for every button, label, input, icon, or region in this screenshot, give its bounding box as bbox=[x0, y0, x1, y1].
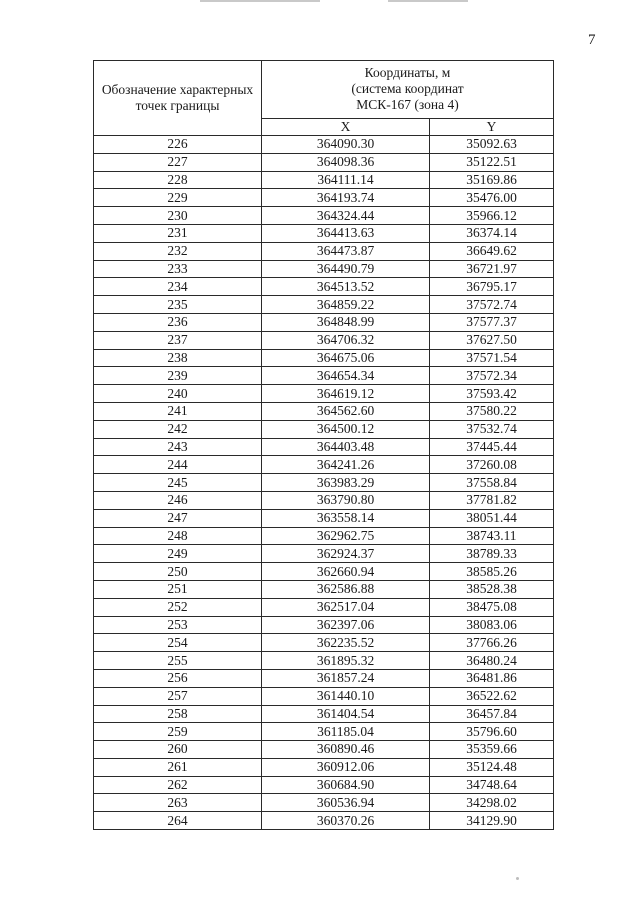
cell-point: 257 bbox=[94, 687, 262, 705]
cell-point: 232 bbox=[94, 242, 262, 260]
cell-y: 38743.11 bbox=[430, 527, 554, 545]
table-row bbox=[94, 509, 554, 527]
cell-point: 247 bbox=[94, 509, 262, 527]
table-row bbox=[94, 563, 554, 581]
cell-point: 249 bbox=[94, 545, 262, 563]
cell-point: 253 bbox=[94, 616, 262, 634]
cell-point: 239 bbox=[94, 367, 262, 385]
table-row bbox=[94, 349, 554, 367]
cell-y: 35124.48 bbox=[430, 758, 554, 776]
cell-point: 241 bbox=[94, 402, 262, 420]
cell-point: 227 bbox=[94, 153, 262, 171]
table-row bbox=[94, 242, 554, 260]
cell-x: 364090.30 bbox=[262, 136, 430, 154]
cell-x: 363983.29 bbox=[262, 474, 430, 492]
cell-y: 36795.17 bbox=[430, 278, 554, 296]
table-row bbox=[94, 580, 554, 598]
cell-y: 34129.90 bbox=[430, 812, 554, 830]
cell-point: 228 bbox=[94, 171, 262, 189]
cell-x: 362397.06 bbox=[262, 616, 430, 634]
cell-x: 364675.06 bbox=[262, 349, 430, 367]
coordinates-table bbox=[93, 60, 554, 830]
cell-x: 360370.26 bbox=[262, 812, 430, 830]
cell-y: 34748.64 bbox=[430, 776, 554, 794]
cell-x: 362586.88 bbox=[262, 580, 430, 598]
cell-y: 36721.97 bbox=[430, 260, 554, 278]
cell-point: 235 bbox=[94, 296, 262, 314]
table-row bbox=[94, 776, 554, 794]
table-header-row bbox=[94, 61, 554, 119]
table-row bbox=[94, 171, 554, 189]
cell-point: 255 bbox=[94, 652, 262, 670]
cell-x: 362517.04 bbox=[262, 598, 430, 616]
cell-point: 252 bbox=[94, 598, 262, 616]
cell-x: 361895.32 bbox=[262, 652, 430, 670]
table-row bbox=[94, 687, 554, 705]
cell-y: 36649.62 bbox=[430, 242, 554, 260]
cell-y: 38528.38 bbox=[430, 580, 554, 598]
table-row bbox=[94, 474, 554, 492]
cell-x: 364562.60 bbox=[262, 402, 430, 420]
cell-x: 364500.12 bbox=[262, 420, 430, 438]
cell-point: 251 bbox=[94, 580, 262, 598]
cell-x: 363790.80 bbox=[262, 491, 430, 509]
cell-x: 360890.46 bbox=[262, 741, 430, 759]
cell-point: 250 bbox=[94, 563, 262, 581]
cell-point: 244 bbox=[94, 456, 262, 474]
cell-y: 38051.44 bbox=[430, 509, 554, 527]
cell-y: 37572.34 bbox=[430, 367, 554, 385]
cell-x: 361440.10 bbox=[262, 687, 430, 705]
cell-y: 37781.82 bbox=[430, 491, 554, 509]
cell-point: 230 bbox=[94, 207, 262, 225]
table-row bbox=[94, 189, 554, 207]
table-row bbox=[94, 438, 554, 456]
cell-point: 234 bbox=[94, 278, 262, 296]
table-row bbox=[94, 385, 554, 403]
cell-point: 256 bbox=[94, 669, 262, 687]
header-x: X bbox=[262, 118, 430, 135]
cell-point: 236 bbox=[94, 313, 262, 331]
cell-y: 37532.74 bbox=[430, 420, 554, 438]
cell-x: 362924.37 bbox=[262, 545, 430, 563]
table-row bbox=[94, 705, 554, 723]
cell-x: 364111.14 bbox=[262, 171, 430, 189]
header-coordinates-line1: Координаты, м bbox=[364, 65, 451, 81]
cell-y: 34298.02 bbox=[430, 794, 554, 812]
cell-x: 361857.24 bbox=[262, 669, 430, 687]
cell-x: 362962.75 bbox=[262, 527, 430, 545]
cell-y: 35122.51 bbox=[430, 153, 554, 171]
cell-y: 35796.60 bbox=[430, 723, 554, 741]
cell-y: 37766.26 bbox=[430, 634, 554, 652]
cell-y: 36522.62 bbox=[430, 687, 554, 705]
cell-x: 364859.22 bbox=[262, 296, 430, 314]
cell-x: 360684.90 bbox=[262, 776, 430, 794]
cell-y: 35092.63 bbox=[430, 136, 554, 154]
table-row bbox=[94, 758, 554, 776]
cell-y: 37627.50 bbox=[430, 331, 554, 349]
table-row bbox=[94, 207, 554, 225]
header-point-designation: Обозначение характерных точек границы bbox=[94, 61, 262, 136]
cell-y: 37577.37 bbox=[430, 313, 554, 331]
cell-y: 37260.08 bbox=[430, 456, 554, 474]
cell-point: 246 bbox=[94, 491, 262, 509]
cell-y: 35359.66 bbox=[430, 741, 554, 759]
cell-point: 254 bbox=[94, 634, 262, 652]
table-row bbox=[94, 224, 554, 242]
cell-y: 38083.06 bbox=[430, 616, 554, 634]
cell-y: 37572.74 bbox=[430, 296, 554, 314]
cell-point: 263 bbox=[94, 794, 262, 812]
cell-point: 260 bbox=[94, 741, 262, 759]
cell-x: 364193.74 bbox=[262, 189, 430, 207]
table-row bbox=[94, 634, 554, 652]
cell-point: 259 bbox=[94, 723, 262, 741]
cell-point: 237 bbox=[94, 331, 262, 349]
table-row bbox=[94, 652, 554, 670]
scan-speck bbox=[516, 877, 519, 880]
header-coordinates-line2: (система координат bbox=[351, 81, 464, 97]
table-row bbox=[94, 278, 554, 296]
cell-point: 262 bbox=[94, 776, 262, 794]
cell-y: 37593.42 bbox=[430, 385, 554, 403]
cell-x: 360912.06 bbox=[262, 758, 430, 776]
header-coordinates bbox=[262, 61, 554, 119]
cell-y: 38585.26 bbox=[430, 563, 554, 581]
cell-x: 364473.87 bbox=[262, 242, 430, 260]
cell-y: 36457.84 bbox=[430, 705, 554, 723]
cell-y: 38475.08 bbox=[430, 598, 554, 616]
cell-x: 360536.94 bbox=[262, 794, 430, 812]
scan-edge-mark-left bbox=[200, 0, 320, 2]
scan-edge-mark-right bbox=[388, 0, 468, 2]
table-row bbox=[94, 794, 554, 812]
cell-point: 226 bbox=[94, 136, 262, 154]
cell-x: 364848.99 bbox=[262, 313, 430, 331]
cell-x: 361185.04 bbox=[262, 723, 430, 741]
table-row bbox=[94, 456, 554, 474]
table-row bbox=[94, 723, 554, 741]
cell-y: 37571.54 bbox=[430, 349, 554, 367]
cell-x: 364098.36 bbox=[262, 153, 430, 171]
table-row bbox=[94, 527, 554, 545]
table-row bbox=[94, 313, 554, 331]
cell-point: 238 bbox=[94, 349, 262, 367]
table-row bbox=[94, 260, 554, 278]
cell-x: 362235.52 bbox=[262, 634, 430, 652]
cell-point: 243 bbox=[94, 438, 262, 456]
cell-y: 37445.44 bbox=[430, 438, 554, 456]
table-row bbox=[94, 616, 554, 634]
cell-x: 364654.34 bbox=[262, 367, 430, 385]
cell-x: 364513.52 bbox=[262, 278, 430, 296]
table-row bbox=[94, 296, 554, 314]
table-row bbox=[94, 545, 554, 563]
cell-point: 231 bbox=[94, 224, 262, 242]
table-row bbox=[94, 598, 554, 616]
table-row bbox=[94, 153, 554, 171]
table-body bbox=[94, 136, 554, 830]
cell-y: 36374.14 bbox=[430, 224, 554, 242]
table-row bbox=[94, 136, 554, 154]
cell-x: 364403.48 bbox=[262, 438, 430, 456]
header-y: Y bbox=[430, 118, 554, 135]
cell-y: 37558.84 bbox=[430, 474, 554, 492]
cell-x: 363558.14 bbox=[262, 509, 430, 527]
cell-x: 364413.63 bbox=[262, 224, 430, 242]
cell-point: 261 bbox=[94, 758, 262, 776]
table-row bbox=[94, 402, 554, 420]
cell-x: 364490.79 bbox=[262, 260, 430, 278]
page-number: 7 bbox=[588, 32, 596, 48]
cell-point: 248 bbox=[94, 527, 262, 545]
cell-y: 36480.24 bbox=[430, 652, 554, 670]
cell-y: 38789.33 bbox=[430, 545, 554, 563]
cell-point: 240 bbox=[94, 385, 262, 403]
cell-point: 242 bbox=[94, 420, 262, 438]
cell-y: 37580.22 bbox=[430, 402, 554, 420]
cell-x: 364241.26 bbox=[262, 456, 430, 474]
table-row bbox=[94, 812, 554, 830]
cell-point: 233 bbox=[94, 260, 262, 278]
table-row bbox=[94, 669, 554, 687]
header-coordinates-line3: МСК-167 (зона 4) bbox=[356, 97, 459, 113]
cell-x: 364324.44 bbox=[262, 207, 430, 225]
cell-y: 35966.12 bbox=[430, 207, 554, 225]
cell-point: 258 bbox=[94, 705, 262, 723]
cell-x: 362660.94 bbox=[262, 563, 430, 581]
table-row bbox=[94, 331, 554, 349]
cell-point: 245 bbox=[94, 474, 262, 492]
cell-x: 364619.12 bbox=[262, 385, 430, 403]
cell-y: 35476.00 bbox=[430, 189, 554, 207]
table-row bbox=[94, 741, 554, 759]
cell-x: 361404.54 bbox=[262, 705, 430, 723]
table-row bbox=[94, 491, 554, 509]
cell-point: 229 bbox=[94, 189, 262, 207]
cell-x: 364706.32 bbox=[262, 331, 430, 349]
cell-y: 36481.86 bbox=[430, 669, 554, 687]
table-row bbox=[94, 420, 554, 438]
cell-point: 264 bbox=[94, 812, 262, 830]
table-row bbox=[94, 367, 554, 385]
cell-y: 35169.86 bbox=[430, 171, 554, 189]
